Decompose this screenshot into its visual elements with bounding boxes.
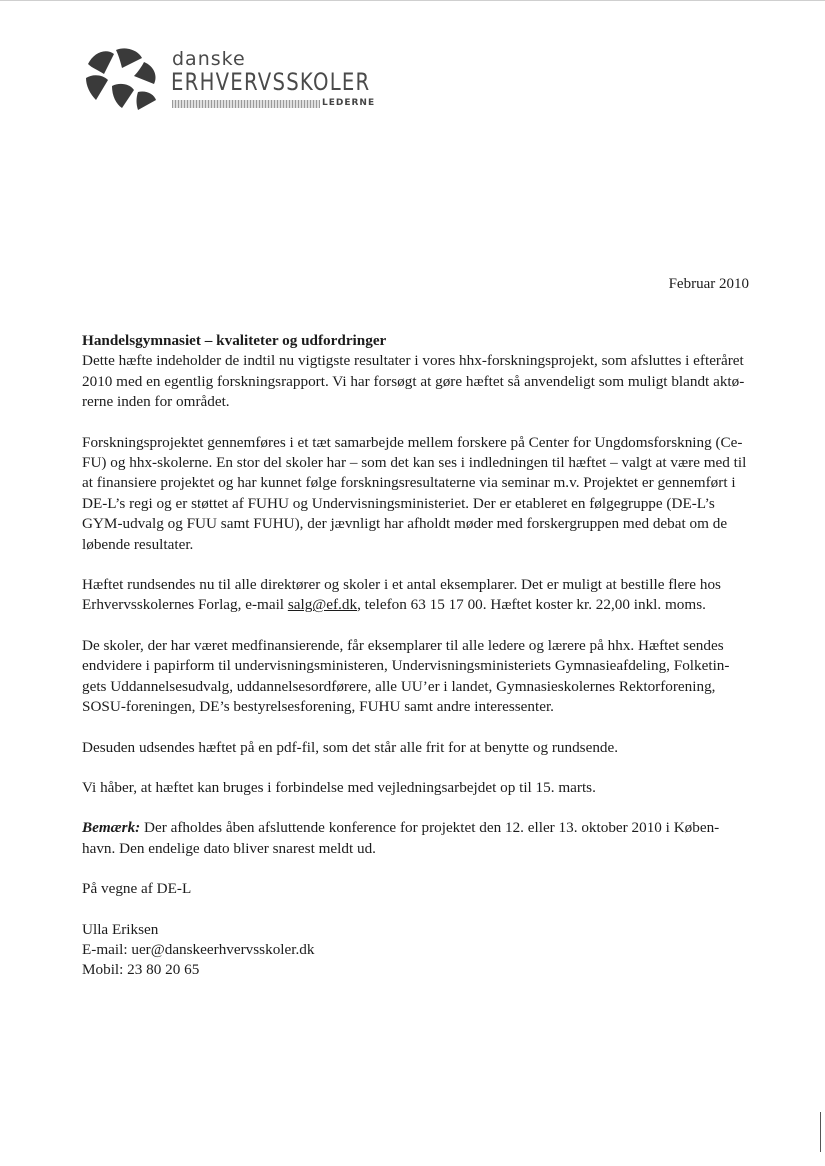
letter-heading: Handelsgymnasiet – kvaliteter og udfordringer	[82, 332, 387, 349]
paragraph-research	[82, 433, 752, 555]
logo-bar	[172, 100, 320, 108]
text-line: De skoler, der har været medfinansierende, får eksemplarer til alle ledere og lærere på hhx. Hæftet sendes	[82, 636, 724, 654]
signature-name: Ulla Eriksen	[82, 920, 159, 938]
paragraph-pdf	[82, 738, 752, 758]
letter-body	[82, 331, 752, 1001]
text-fragment: Erhvervsskolernes Forlag, e-mail	[82, 596, 288, 614]
text-line	[82, 595, 752, 615]
text-fragment: Der afholdes åben afsluttende konference for projektet den 12. eller 13. oktober 2010 i Køben-	[140, 819, 720, 837]
text-line: endvidere i papirform til undervisningsministeren, Undervisningsministeriets Gymnasieafdeling, Folketin-	[82, 657, 730, 675]
signature-mobile: Mobil: 23 80 20 65	[82, 961, 200, 979]
logo-text-erhvervsskoler: ERHVERVSSKOLER	[171, 68, 371, 96]
logo-text-danske: danske	[172, 48, 246, 70]
paragraph-note	[82, 818, 752, 859]
text-line: løbende resultater.	[82, 535, 194, 553]
signature-email: E-mail: uer@danskeerhvervsskoler.dk	[82, 940, 315, 958]
text-line: 2010 med en egentlig forskningsrapport. Vi har forsøgt at gøre hæftet så anvendeligt som muligt blandt aktø-	[82, 372, 745, 390]
text-line: Vi håber, at hæftet kan bruges i forbindelse med vejledningsarbejdet op til 15. marts.	[82, 778, 596, 796]
text-line: havn. Den endelige dato bliver snarest meldt ud.	[82, 839, 376, 857]
closing-line	[82, 879, 752, 899]
text-line: rerne inden for området.	[82, 393, 230, 411]
scan-margin-mark	[820, 1112, 821, 1152]
paragraph-guidance	[82, 778, 752, 798]
text-line: DE-L’s regi og er støttet af FUHU og Undervisningsministeriet. Der er etableret en følgegruppe (DE-L’s	[82, 494, 715, 512]
paragraph-distribution	[82, 575, 752, 616]
closing-text: På vegne af DE-L	[82, 880, 192, 898]
text-fragment: , telefon 63 15 17 00. Hæftet koster kr. 22,00 inkl. moms.	[357, 596, 706, 614]
text-line	[82, 818, 752, 838]
text-line: gets Uddannelsesudvalg, uddannelsesordførere, alle UU’er i landet, Gymnasieskolernes Rektorforening,	[82, 677, 716, 695]
note-label: Bemærk:	[82, 819, 141, 837]
order-email-link[interactable]: salg@ef.dk	[287, 596, 358, 614]
signature-block	[82, 920, 752, 981]
logo-mark-icon	[82, 44, 162, 114]
text-line: Forskningsprojektet gennemføres i et tæt samarbejde mellem forskere på Center for Ungdomsforskning (Ce-	[82, 433, 743, 451]
organization-logo	[82, 44, 382, 116]
letter-date: Februar 2010	[668, 276, 749, 292]
text-line: Desuden udsendes hæftet på en pdf-fil, som det står alle frit for at benytte og rundsende.	[82, 738, 619, 756]
text-line: FU) og hhx-skolerne. En stor del skoler har – som det kan ses i indledningen til hæftet – valgt at være med til	[82, 454, 747, 472]
paragraph-intro	[82, 331, 752, 413]
paragraph-recipients	[82, 636, 752, 718]
scan-top-edge	[0, 0, 825, 1]
logo-text-lederne: LEDERNE	[322, 98, 376, 108]
text-line: at finansiere projektet og har kunnet følge forskningsresultaterne via seminar m.v. Projektet er gennemført i	[82, 474, 736, 492]
text-line: GYM-udvalg og FUU samt FUHU), der jævnligt har afholdt møder med forskergruppen med debat om de	[82, 515, 728, 533]
text-line: SOSU-foreningen, DE’s bestyrelsesforening, FUHU samt andre interessenter.	[82, 698, 554, 716]
text-line: Dette hæfte indeholder de indtil nu vigtigste resultater i vores hhx-forskningsprojekt, som afsluttes i efteråret	[82, 352, 744, 370]
text-line: Hæftet rundsendes nu til alle direktører og skoler i et antal eksemplarer. Det er muligt at bestille flere hos	[82, 576, 721, 594]
